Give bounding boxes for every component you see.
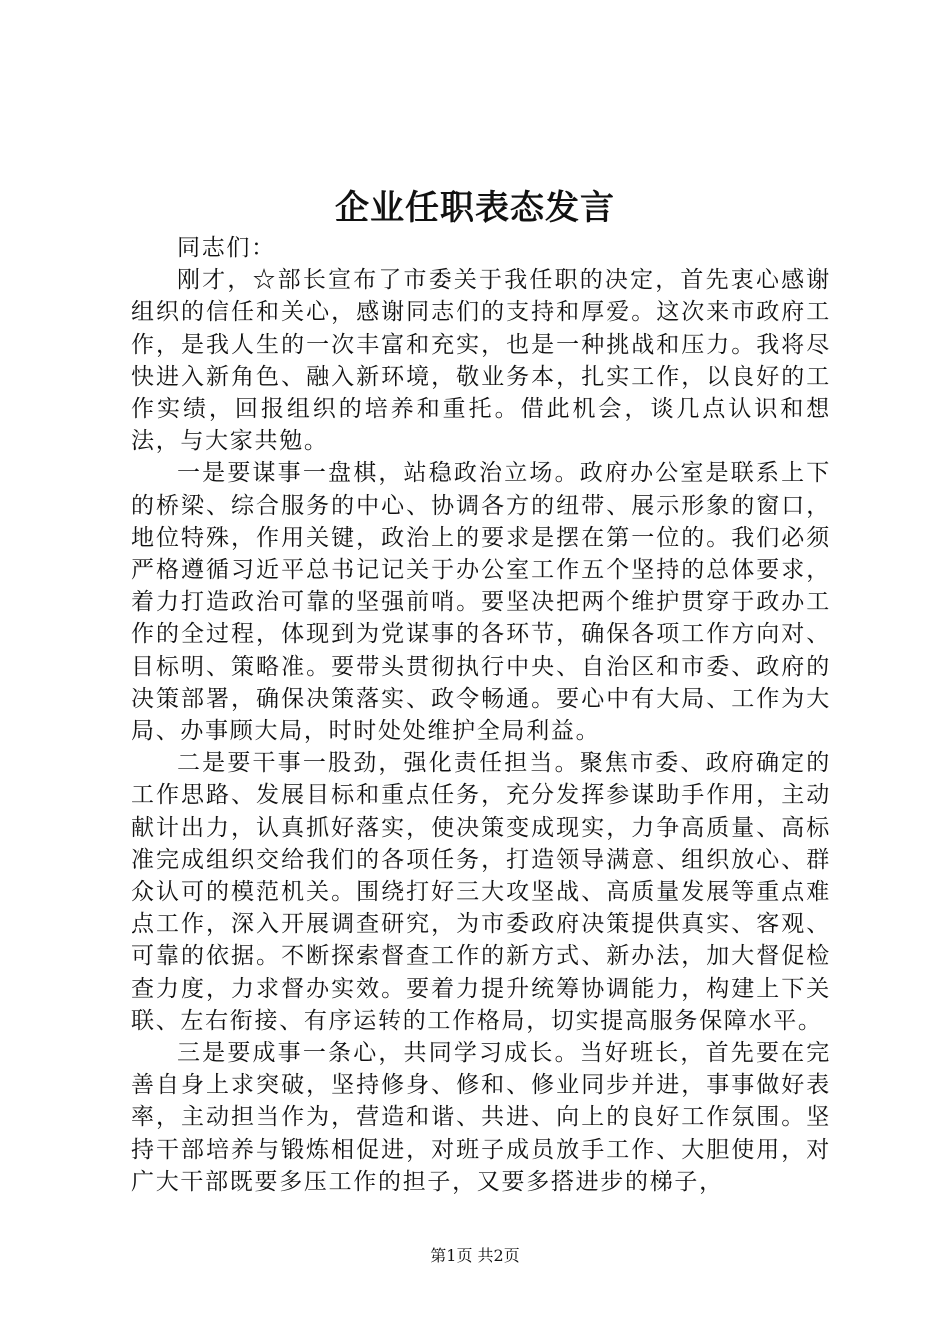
page-number-footer: 第1页 共2页: [430, 1246, 520, 1265]
paragraph-point-three: 三是要成事一条心，共同学习成长。当好班长，首先要在完善自身上求突破，坚持修身、修和、修业同步并进，事事做好表率，主动担当作为，营造和谐、共进、向上的良好工作氛围。坚持干部培养与锻炼相促进，对班子成员放手工作、大胆使用，对广大干部既要多压工作的担子，又要多搭进步的梯子，: [131, 1040, 831, 1195]
paragraph-intro: 刚才，☆部长宣布了市委关于我任职的决定，首先衷心感谢组织的信任和关心，感谢同志们的支持和厚爱。这次来市政府工作，是我人生的一次丰富和充实，也是一种挑战和压力。我将尽快进入新角色、融入新环境，敬业务本，扎实工作，以良好的工作实绩，回报组织的培养和重托。借此机会，谈几点认识和想法，与大家共勉。: [131, 267, 831, 455]
paragraph-point-one: 一是要谋事一盘棋，站稳政治立场。政府办公室是联系上下的桥梁、综合服务的中心、协调各方的纽带、展示形象的窗口，地位特殊，作用关键，政治上的要求是摆在第一位的。我们必须严格遵循习近平总书记记关于办公室工作五个坚持的总体要求，着力打造政治可靠的坚强前哨。要坚决把两个维护贯穿于政办工作的全过程，体现到为党谋事的各环节，确保各项工作方向对、目标明、策略准。要带头贯彻执行中央、自治区和市委、政府的决策部署，确保决策落实、政令畅通。要心中有大局、工作为大局、办事顾大局，时时处处维护全局利益。: [131, 460, 831, 745]
document-title: 企业任职表态发言: [335, 188, 615, 228]
salutation: 同志们：: [177, 235, 276, 261]
document-body: [131, 232, 831, 1198]
paragraph-point-two: 二是要干事一股劲，强化责任担当。聚焦市委、政府确定的工作思路、发展目标和重点任务，充分发挥参谋助手作用，主动献计出力，认真抓好落实，使决策变成现实，力争高质量、高标准完成组织交给我们的各项任务，打造领导满意、组织放心、群众认可的模范机关。围绕打好三大攻坚战、高质量发展等重点难点工作，深入开展调查研究，为市委政府决策提供真实、客观、可靠的依据。不断探索督查工作的新方式、新办法，加大督促检查力度，力求督办实效。要着力提升统筹协调能力，构建上下关联、左右衔接、有序运转的工作格局，切实提高服务保障水平。: [131, 750, 831, 1034]
